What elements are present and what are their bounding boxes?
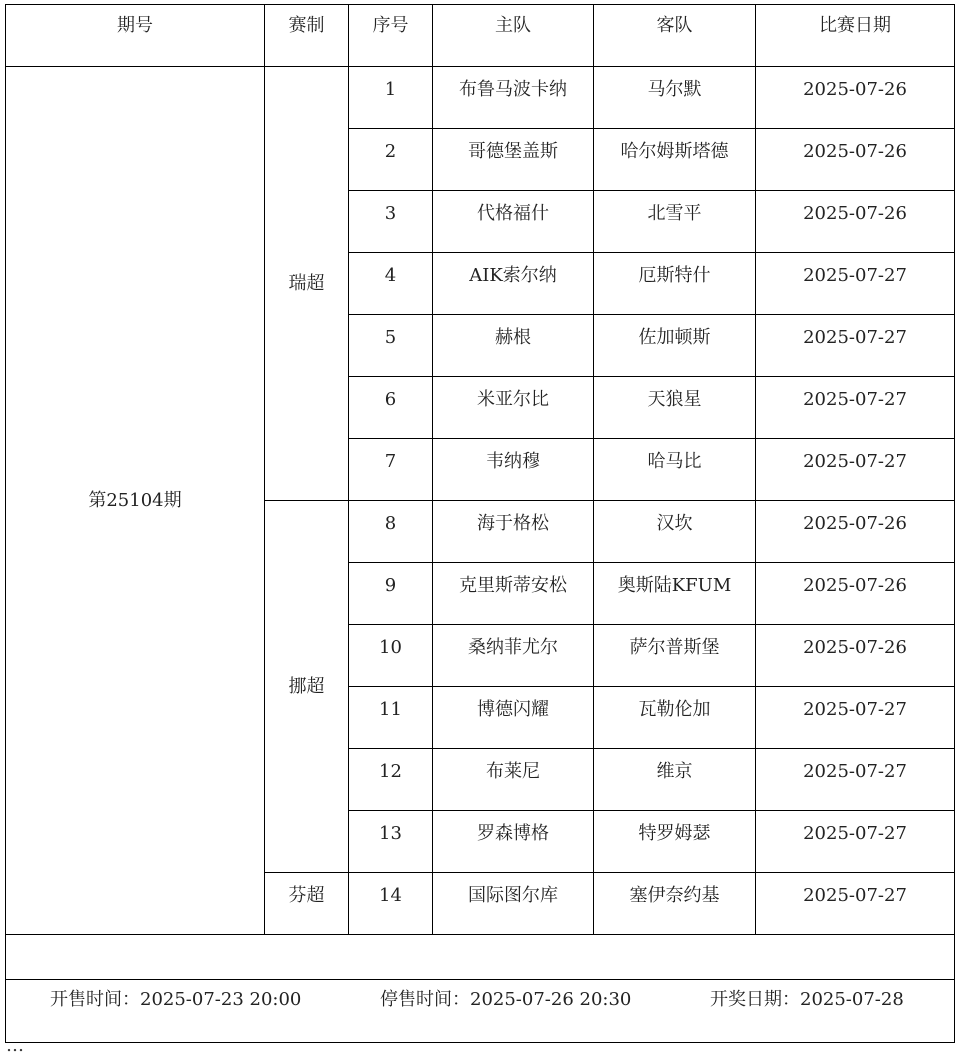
- table-row: [6, 67, 955, 129]
- table-body: [6, 67, 955, 935]
- home-team-cell: 布鲁马波卡纳: [433, 67, 594, 129]
- home-team-cell: AIK索尔纳: [433, 253, 594, 315]
- away-team-cell: 瓦勒伦加: [594, 687, 756, 749]
- cut-off-note: [0, 1035, 961, 1056]
- blank-cell: [6, 935, 955, 980]
- home-team-cell: 哥德堡盖斯: [433, 129, 594, 191]
- seq-cell: 4: [349, 253, 433, 315]
- home-team-cell: 国际图尔库: [433, 873, 594, 935]
- home-team-cell: 克里斯蒂安松: [433, 563, 594, 625]
- home-team-cell: 米亚尔比: [433, 377, 594, 439]
- match-date-cell: 2025-07-26: [756, 129, 955, 191]
- seq-cell: 3: [349, 191, 433, 253]
- home-team-cell: 海于格松: [433, 501, 594, 563]
- home-team-cell: 博德闪耀: [433, 687, 594, 749]
- draw-date: 开奖日期：2025-07-28: [710, 989, 904, 1010]
- sale-info-cell: [6, 980, 955, 1043]
- header-home-team: 主队: [433, 5, 594, 67]
- header-match-date: 比赛日期: [756, 5, 955, 67]
- match-date-cell: 2025-07-27: [756, 439, 955, 501]
- sale-start-time: 开售时间：2025-07-23 20:00: [50, 989, 302, 1010]
- header-row: [6, 5, 955, 67]
- away-team-cell: 塞伊奈约基: [594, 873, 756, 935]
- seq-cell: 1: [349, 67, 433, 129]
- match-date-cell: 2025-07-26: [756, 67, 955, 129]
- sale-info-row: [6, 980, 955, 1043]
- away-team-cell: 哈马比: [594, 439, 756, 501]
- seq-cell: 7: [349, 439, 433, 501]
- seq-cell: 13: [349, 811, 433, 873]
- seq-cell: 12: [349, 749, 433, 811]
- home-team-cell: 罗森博格: [433, 811, 594, 873]
- match-date-cell: 2025-07-27: [756, 811, 955, 873]
- match-date-cell: 2025-07-27: [756, 377, 955, 439]
- table-footer: [6, 935, 955, 1043]
- cut-off-note-fragment: …: [6, 1035, 30, 1056]
- seq-cell: 6: [349, 377, 433, 439]
- seq-cell: 5: [349, 315, 433, 377]
- away-team-cell: 哈尔姆斯塔德: [594, 129, 756, 191]
- header-away-team: 客队: [594, 5, 756, 67]
- blank-row: [6, 935, 955, 980]
- away-team-cell: 特罗姆瑟: [594, 811, 756, 873]
- away-team-cell: 厄斯特什: [594, 253, 756, 315]
- away-team-cell: 汉坎: [594, 501, 756, 563]
- seq-cell: 9: [349, 563, 433, 625]
- match-date-cell: 2025-07-27: [756, 873, 955, 935]
- seq-cell: 8: [349, 501, 433, 563]
- home-team-cell: 桑纳菲尤尔: [433, 625, 594, 687]
- match-date-cell: 2025-07-27: [756, 749, 955, 811]
- match-date-cell: 2025-07-26: [756, 625, 955, 687]
- seq-cell: 14: [349, 873, 433, 935]
- home-team-cell: 韦纳穆: [433, 439, 594, 501]
- match-date-cell: 2025-07-26: [756, 191, 955, 253]
- away-team-cell: 佐加顿斯: [594, 315, 756, 377]
- match-date-cell: 2025-07-27: [756, 687, 955, 749]
- period-cell: 第25104期: [6, 67, 265, 935]
- home-team-cell: 代格福什: [433, 191, 594, 253]
- seq-cell: 10: [349, 625, 433, 687]
- seq-cell: 2: [349, 129, 433, 191]
- home-team-cell: 赫根: [433, 315, 594, 377]
- match-date-cell: 2025-07-27: [756, 315, 955, 377]
- league-cell: 瑞超: [265, 67, 349, 501]
- away-team-cell: 马尔默: [594, 67, 756, 129]
- league-cell: 芬超: [265, 873, 349, 935]
- match-date-cell: 2025-07-26: [756, 501, 955, 563]
- seq-cell: 11: [349, 687, 433, 749]
- match-date-cell: 2025-07-26: [756, 563, 955, 625]
- league-cell: 挪超: [265, 501, 349, 873]
- match-date-cell: 2025-07-27: [756, 253, 955, 315]
- header-seq: 序号: [349, 5, 433, 67]
- away-team-cell: 天狼星: [594, 377, 756, 439]
- header-period: 期号: [6, 5, 265, 67]
- away-team-cell: 萨尔普斯堡: [594, 625, 756, 687]
- away-team-cell: 奥斯陆KFUM: [594, 563, 756, 625]
- sale-stop-time: 停售时间：2025-07-26 20:30: [380, 989, 632, 1010]
- match-schedule-table: [5, 4, 955, 1043]
- table-header: [6, 5, 955, 67]
- away-team-cell: 北雪平: [594, 191, 756, 253]
- home-team-cell: 布莱尼: [433, 749, 594, 811]
- header-league: 赛制: [265, 5, 349, 67]
- away-team-cell: 维京: [594, 749, 756, 811]
